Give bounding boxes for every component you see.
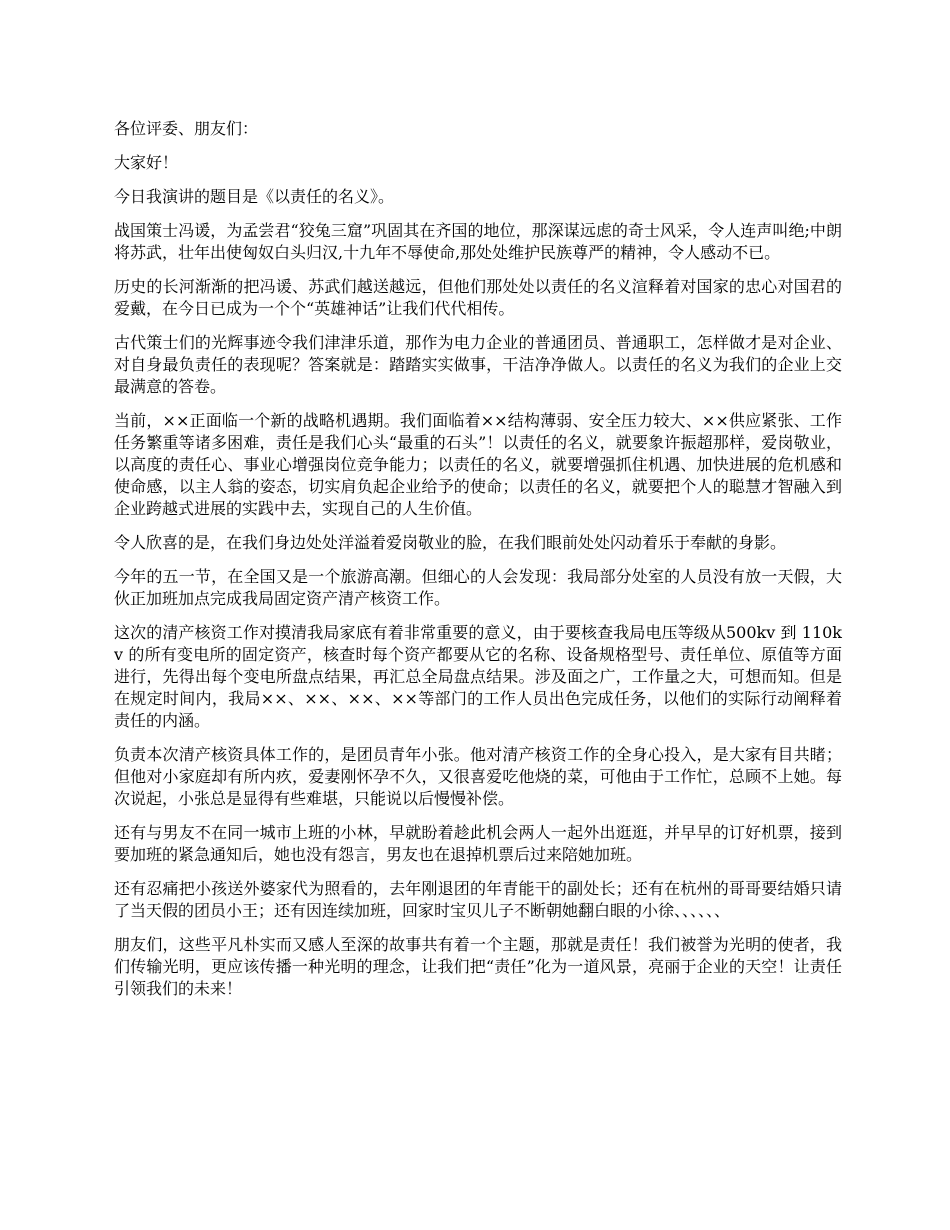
paragraph: 这次的清产核资工作对摸清我局家底有着非常重要的意义，由于要核查我局电压等级从500kv 到 110kv 的所有变电所的固定资产，核查时每个资产都要从它的名称、设备规格型号、责任单位、原值等方面进行，先得出每个变电所盘点结果，再汇总全局盘点结果。涉及面之广，工作量之大，可想而知。但是在规定时间内，我局××、××、××、××等部门的工作人员出色完成任务，以他们的实际行动阐释着责任的内涵。 bbox=[114, 623, 842, 730]
speech-topic: 今日我演讲的题目是《以责任的名义》。 bbox=[114, 187, 395, 206]
salutation: 各位评委、朋友们： bbox=[114, 119, 259, 138]
paragraph: 今年的五一节，在全国又是一个旅游高潮。但细心的人会发现：我局部分处室的人员没有放一天假，大伙正加班加点完成我局固定资产清产核资工作。 bbox=[114, 567, 842, 608]
paragraph: 还有忍痛把小孩送外婆家代为照看的，去年刚退团的年青能干的副处长；还有在杭州的哥哥要结婚只请了当天假的团员小王；还有因连续加班，回家时宝贝儿子不断朝她翻白眼的小徐、、、、、、 bbox=[114, 879, 842, 920]
paragraph: 古代策士们的光辉事迹令我们津津乐道，那作为电力企业的普通团员、普通职工，怎样做才是对企业、对自身最负责任的表现呢？答案就是：踏踏实实做事，干洁净净做人。以责任的名义为我们的企业上交最满意的答卷。 bbox=[114, 333, 842, 396]
paragraph: 负责本次清产核资具体工作的，是团员青年小张。他对清产核资工作的全身心投入，是大家有目共睹；但他对小家庭却有所内疚，爱妻刚怀孕不久，又很喜爱吃他烧的菜，可他由于工作忙，总顾不上她。每次说起，小张总是显得有些难堪，只能说以后慢慢补偿。 bbox=[114, 745, 842, 808]
paragraph: 还有与男友不在同一城市上班的小林，早就盼着趁此机会两人一起外出逛逛，并早早的订好机票，接到要加班的紧急通知后，她也没有怨言，男友也在退掉机票后过来陪她加班。 bbox=[114, 823, 842, 864]
paragraph: 战国策士冯谖，为孟尝君“狡兔三窟”巩固其在齐国的地位，那深谋远虑的奇士风采，令人连声叫绝;中朗将苏武，壮年出使匈奴白头归汉,十九年不辱使命,那处处维护民族尊严的精神，令人感动不已。 bbox=[114, 221, 842, 262]
closing-paragraph: 朋友们，这些平凡朴实而又感人至深的故事共有着一个主题，那就是责任！我们被誉为光明的使者，我们传输光明，更应该传播一种光明的理念，让我们把“责任”化为一道风景，亮丽于企业的天空！让责任引领我们的未来！ bbox=[114, 935, 842, 998]
paragraph: 当前，××正面临一个新的战略机遇期。我们面临着××结构薄弱、安全压力较大、××供应紧张、工作任务繁重等诸多困难，责任是我们心头“最重的石头”！以责任的名义，就要象许振超那样，爱岗敬业，以高度的责任心、事业心增强岗位竞争能力；以责任的名义，就要增强抓住机遇、加快进展的危机感和使命感，以主人翁的姿态，切实肩负起企业给予的使命；以责任的名义，就要把个人的聪慧才智融入到企业跨越式进展的实践中去，实现自己的人生价值。 bbox=[114, 411, 842, 518]
speech-document bbox=[114, 118, 842, 1012]
greeting: 大家好！ bbox=[114, 153, 179, 172]
paragraph: 历史的长河渐渐的把冯谖、苏武们越送越远，但他们那处处以责任的名义渲释着对国家的忠心对国君的爱戴，在今日已成为一个个“英雄神话”让我们代代相传。 bbox=[114, 277, 842, 318]
paragraph: 令人欣喜的是，在我们身边处处洋溢着爱岗敬业的脸，在我们眼前处处闪动着乐于奉献的身影。 bbox=[114, 533, 787, 552]
